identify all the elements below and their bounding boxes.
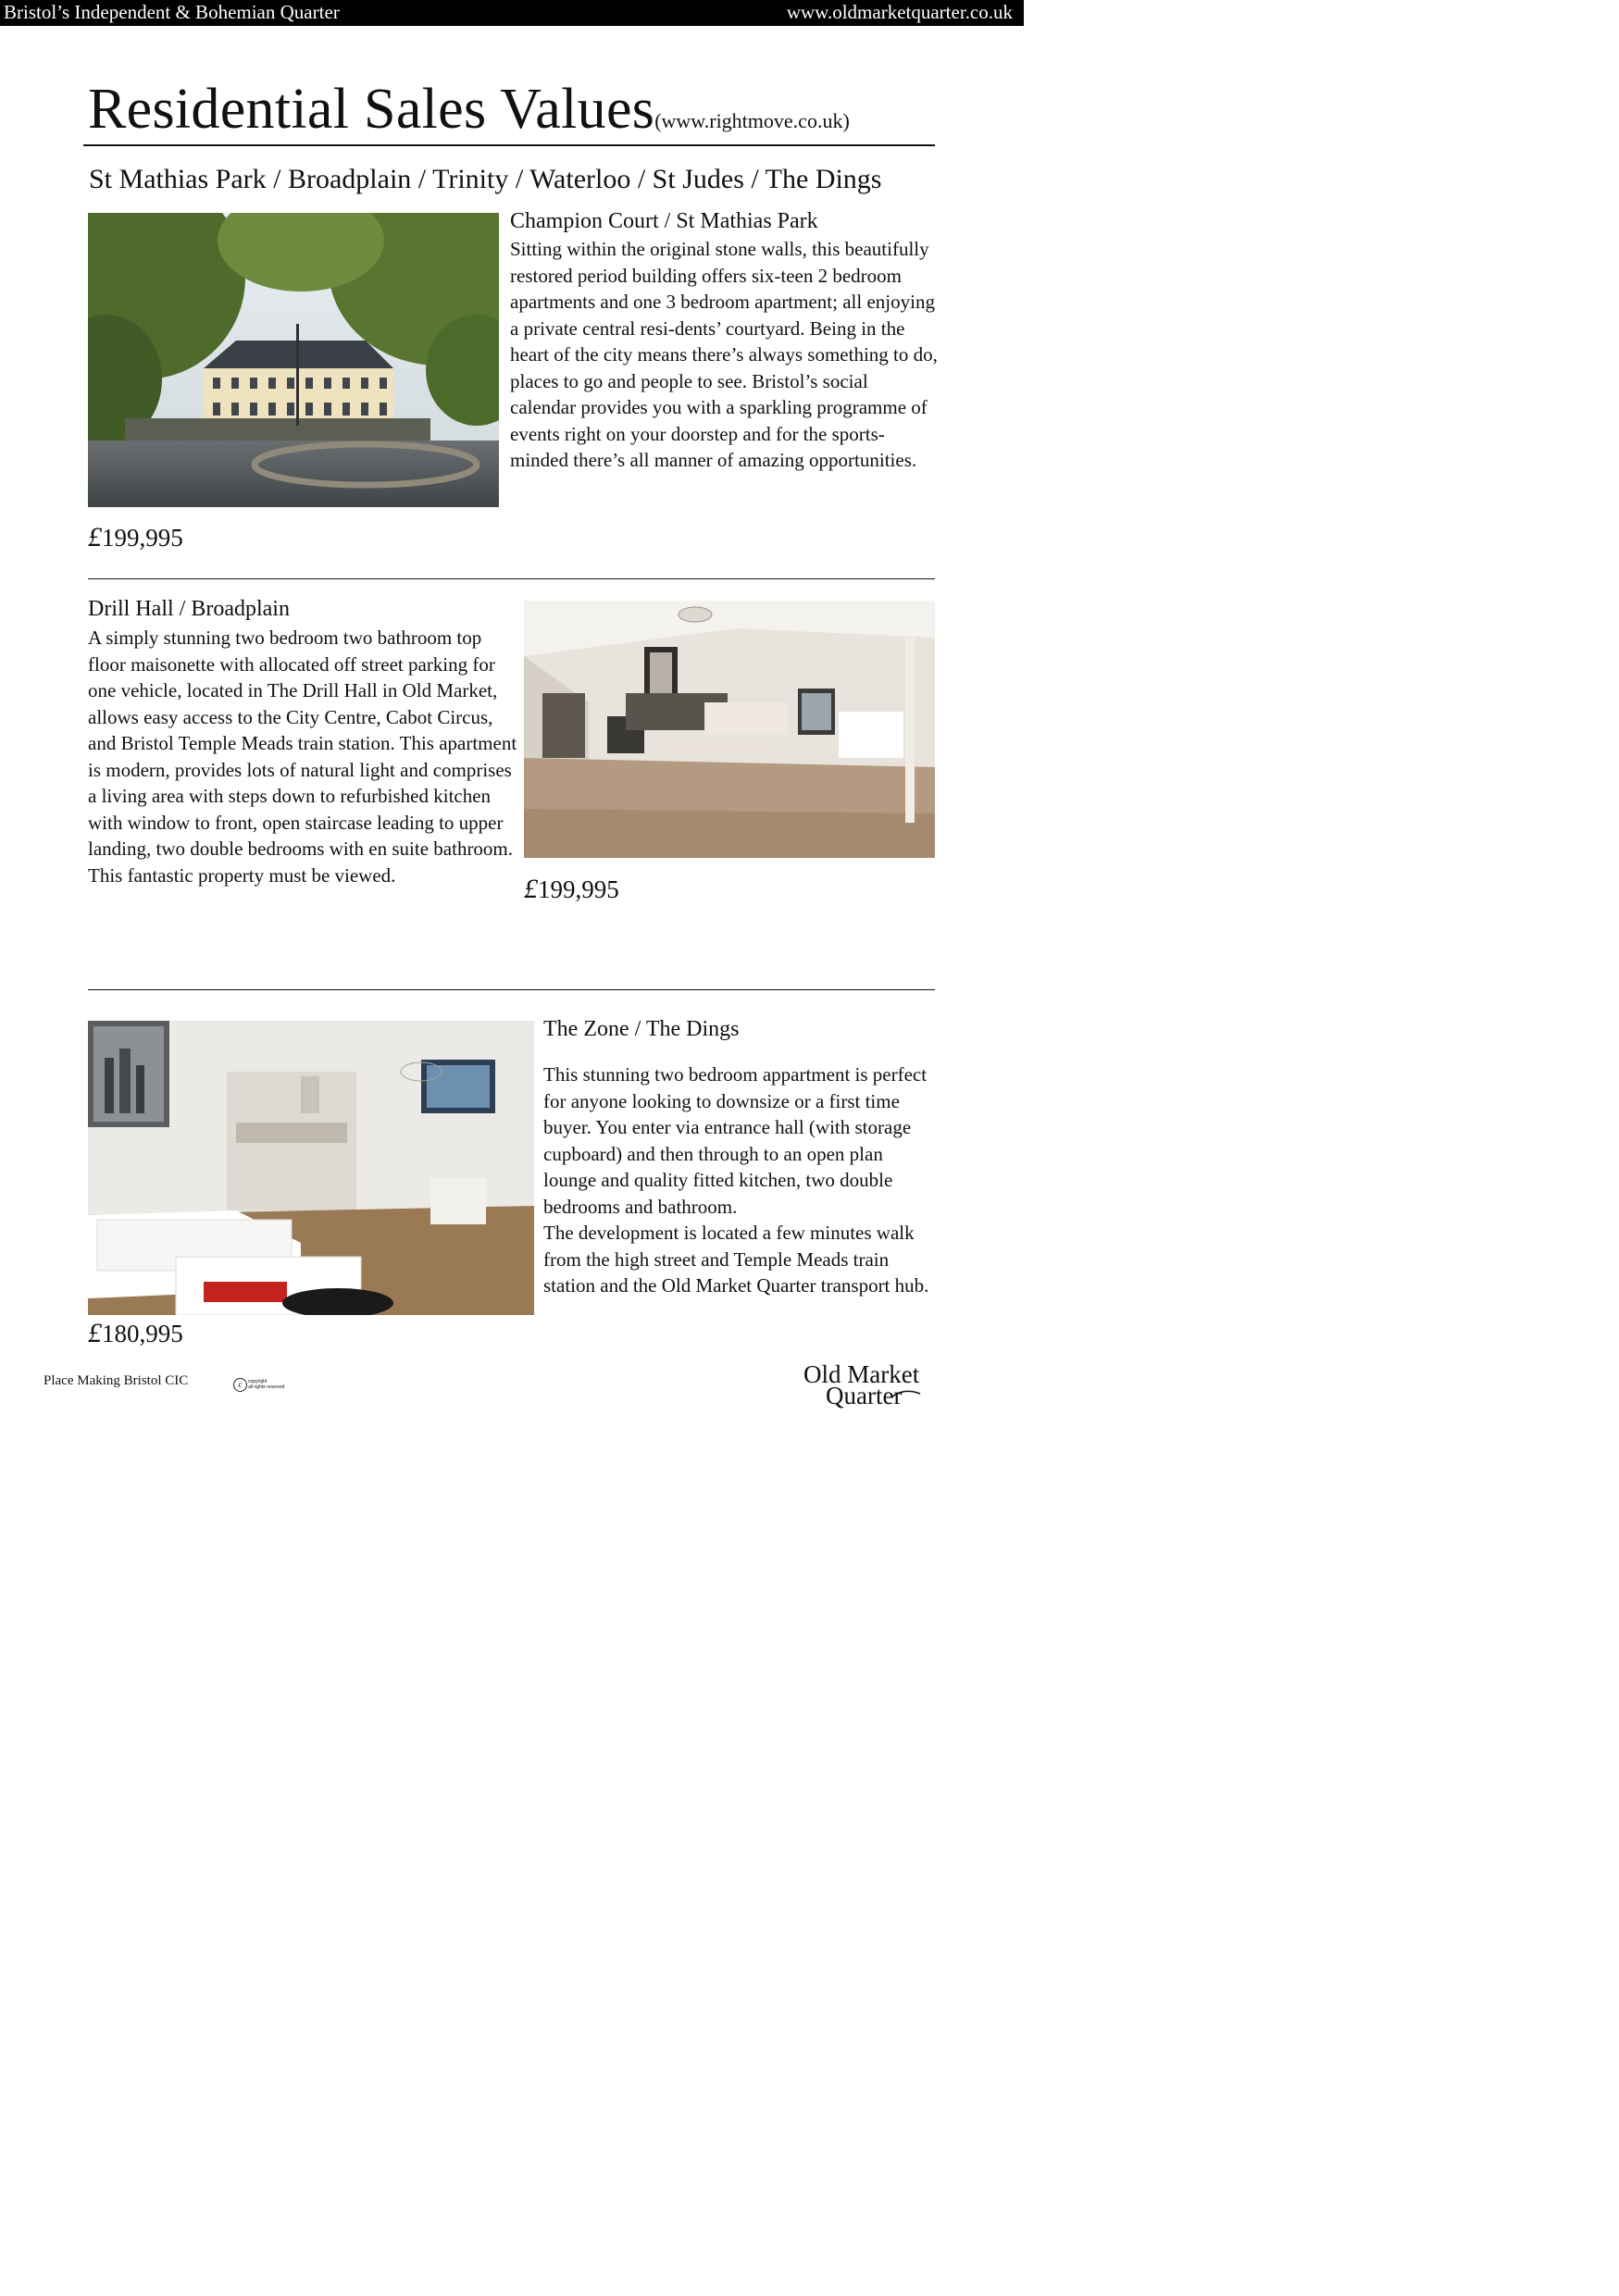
description-paragraph: Sitting within the original stone walls, this beautifully restored period building offers six-teen 2 bedroom apartments and one 3 bedroom apartment; all enjoying a private central resi-dents’ courtyard. Being in the heart of the city means there’s always something to do, places to go and people to see. Bristol’s social calendar provides you with a sparkling programme of events right on your doorstep and for the sports-minded there’s all manner of amazing opportunities. [510,238,938,471]
the-zone-photo [88,1021,534,1315]
drill-hall-photo [524,601,935,858]
section-divider [88,989,935,990]
currency-symbol: £ [88,522,102,552]
price-the-zone [88,1319,183,1348]
listing-description-champion-court [510,236,938,474]
currency-symbol: £ [524,874,538,904]
description-paragraph: A simply stunning two bedroom two bathroom top floor maisonette with allocated off street parking for one vehicle, located in The Drill Hall in Old Market, allows easy access to the City Centre, Cabot Circus, and Bristol Temple Meads train station. This apartment is modern, provides lots of natural light and comprises a living area with steps down to refurbished kitchen with window to front, open staircase leading to upper landing, two double bedrooms with en suite bathroom. This fantastic property must be viewed. [88,627,517,887]
page-title-text: Residential Sales Values [88,78,655,141]
price-value: 180,995 [102,1320,183,1347]
description-paragraph: The development is located a few minutes walk from the high street and Temple Meads train station and the Old Market Quarter transport hub. [543,1222,929,1297]
copyright-mark [233,1378,298,1396]
listing-heading-drill-hall: Drill Hall / Broadplain [88,597,290,621]
listing-description-drill-hall [88,625,521,888]
old-market-quarter-logo [802,1360,940,1416]
logo-swash-icon [890,1388,922,1401]
copyright-line: all rights reserved [248,1384,285,1390]
area-list: St Mathias Park / Broadplain / Trinity / Waterloo / St Judes / The Dings [89,164,882,194]
price-value: 199,995 [102,524,183,552]
copyright-icon: c [233,1378,247,1392]
banner-tagline: Bristol’s Independent & Bohemian Quarter [4,1,340,23]
logo-line-2: Quarter [826,1382,903,1409]
price-value: 199,995 [538,875,619,903]
section-divider [88,578,935,579]
price-champion-court [88,523,183,552]
title-divider [83,144,935,146]
copyright-line: copyright [248,1379,268,1384]
price-drill-hall [524,875,619,904]
champion-court-photo [88,213,499,507]
listing-heading-the-zone: The Zone / The Dings [543,1017,740,1041]
description-paragraph: This stunning two bedroom appartment is perfect for anyone looking to downsize or a first time buyer. You enter via entrance hall (with storage cupboard) and then through to an open plan lounge and quality fitted kitchen, two double bedrooms and bathroom. [543,1063,928,1218]
banner-website-link[interactable]: www.oldmarketquarter.co.uk [786,1,1013,23]
title-source-link[interactable]: (www.rightmove.co.uk) [654,109,850,132]
logo-line-1: Old Market [803,1360,920,1388]
copyright-text [248,1379,284,1390]
currency-symbol: £ [88,1318,102,1348]
footer-organisation: Place Making Bristol CIC [44,1373,189,1388]
listing-description-the-zone [543,1061,940,1299]
listing-heading-champion-court: Champion Court / St Mathias Park [510,209,818,233]
top-banner [0,0,1024,26]
